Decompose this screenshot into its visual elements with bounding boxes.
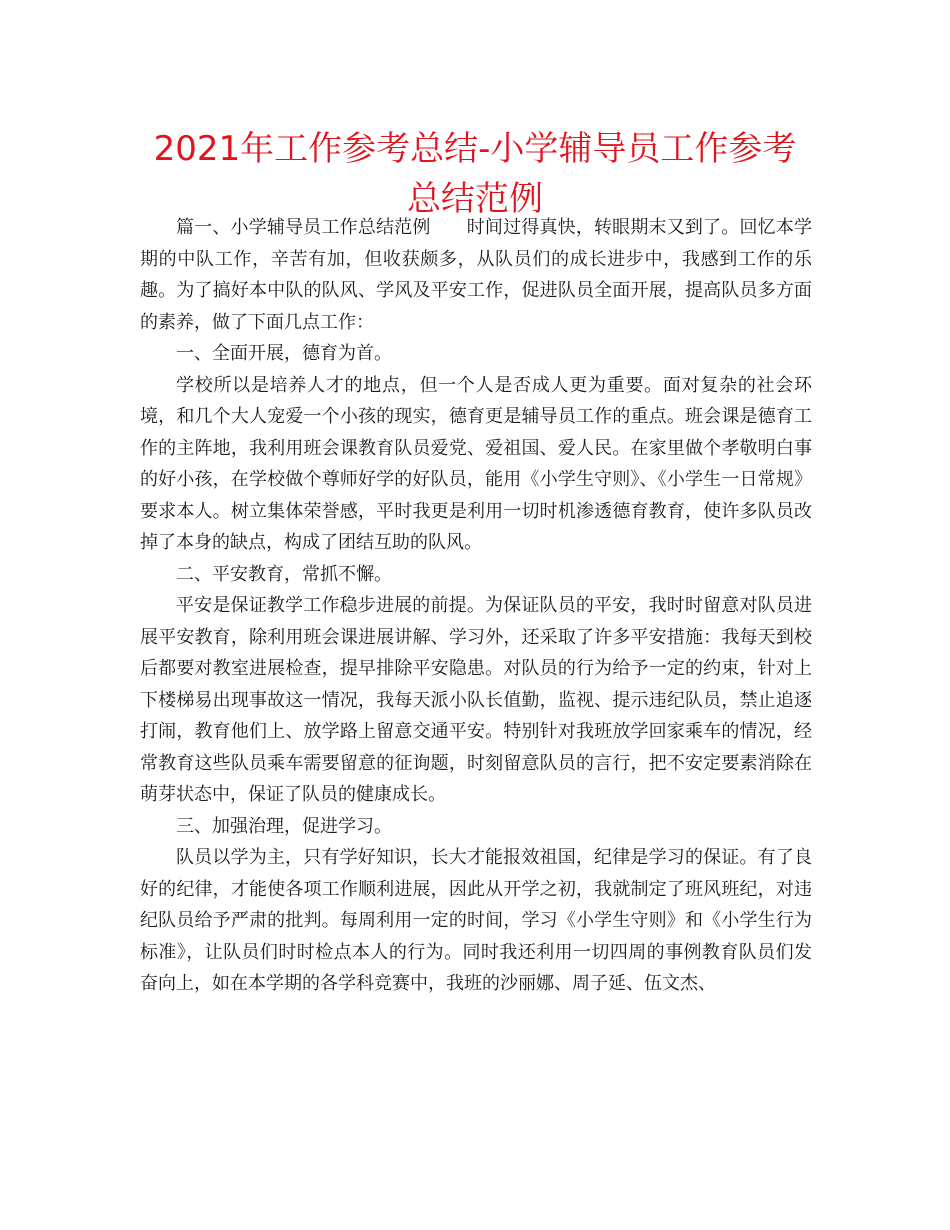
document-title: 2021年工作参考总结-小学辅导员工作参考总结范例 — [153, 129, 797, 219]
section-heading-2: 二、平安教育，常抓不懈。 — [176, 563, 392, 585]
section-heading-3: 三、加强治理，促进学习。 — [176, 815, 392, 837]
intro-paragraph — [140, 212, 812, 338]
body-paragraph-2: 平安是保证教学工作稳步进展的前提。为保证队员的平安，我时时留意对队员进展平安教育，除利用班会课进展讲解、学习外，还采取了许多平安措施：我每天到校后都要对教室进展检查，提早排除平安隐患。对队员的行为给予一定的约束，针对上下楼梯易出现事故这一情况，我每天派小队长值勤，监视、提示违纪队员，禁止追逐打闹，教育他们上、放学路上留意交通平安。特别针对我班放学回家乘车的情况，经常教育这些队员乘车需要留意的征询题，时刻留意队员的言行，把不安定要素消除在萌芽状态中，保证了队员的健康成长。 — [140, 595, 812, 805]
section-heading-1: 一、全面开展，德育为首。 — [176, 343, 392, 364]
body-paragraph-3: 队员以学为主，只有学好知识，长大才能报效祖国，纪律是学习的保证。有了良好的纪律，才能使各项工作顺利进展，因此从开学之初，我就制定了班风班纪，对违纪队员给予严肃的批判。每周利用一定的时间，学习《小学生守则》和《小学生行为标准》，让队员们时时检点本人的行为。同时我还利用一切四周的事例教育队员们发奋向上，如在本学期的各学科竞赛中，我班的沙丽娜、周子延、伍文杰、 — [140, 847, 812, 994]
intro-heading: 篇一、小学辅导员工作总结范例 — [176, 217, 431, 238]
intro-text: 时间过得真快，转眼期末又到了。回忆本学期的中队工作，辛苦有加，但收获颇多，从队员们的成长进步中，我感到工作的乐趣。为了搞好本中队的队风、学风及平安工作，促进队员全面开展，提高队员多方面的素养，做了下面几点工作： — [140, 217, 812, 333]
body-paragraph-1: 学校所以是培养人才的地点，但一个人是否成人更为重要。面对复杂的社会环境，和几个大人宠爱一个小孩的现实，德育更是辅导员工作的重点。班会课是德育工作的主阵地，我利用班会课教育队员爱党、爱祖国、爱人民。在家里做个孝敬明白事的好小孩，在学校做个尊师好学的好队员，能用《小学生守则》、《小学生一日常规》要求本人。树立集体荣誉感，平时我更是利用一切时机渗透德育教育，使许多队员改掉了本身的缺点，构成了团结互助的队风。 — [140, 374, 812, 553]
document-body — [140, 212, 812, 1000]
